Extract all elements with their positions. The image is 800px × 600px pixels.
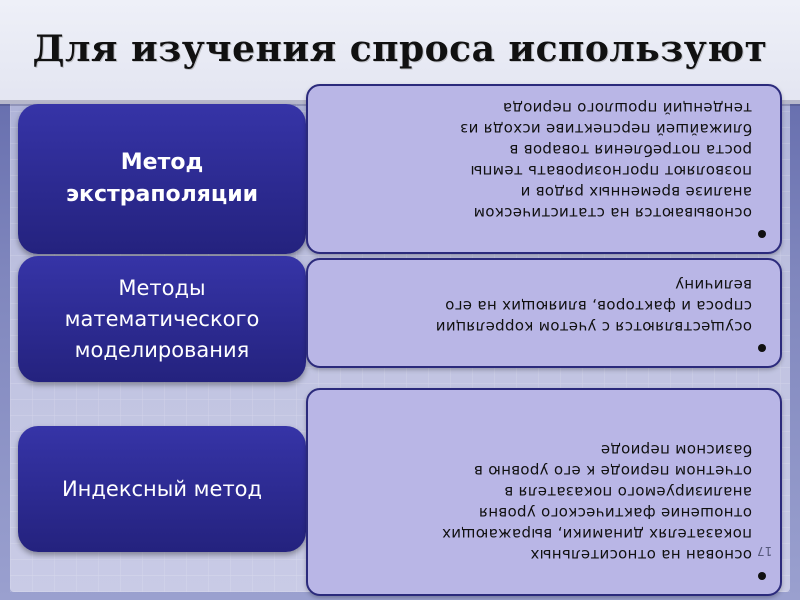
method-extrapolation-label: Метод экстраполяции — [65, 150, 259, 207]
description-text: осуществляются с учетом корреляции спроса и факторов, влияющих на его величину — [435, 276, 752, 336]
slide-title: Для изучения спроса используют — [32, 28, 768, 70]
description-text: основываются на статистическом анализе временных рядов и позволяют прогнозировать темпы роста потребления товаров в ближайшей перспективе исходя из тенденций прошлого периода — [460, 99, 752, 222]
method-modeling-description-box — [306, 258, 782, 368]
method-index-label: Индексный метод — [61, 476, 263, 501]
bullet-icon — [758, 230, 766, 238]
method-modeling-description — [330, 274, 766, 358]
slide-number: 17 — [757, 544, 773, 558]
method-index-box — [18, 426, 306, 552]
bullet-icon — [758, 572, 766, 580]
method-modeling-label: Методы математического моделирования — [64, 275, 260, 362]
method-extrapolation-description-box — [306, 84, 782, 254]
method-modeling-box — [18, 256, 306, 382]
method-extrapolation-description — [330, 97, 766, 244]
bullet-icon — [758, 344, 766, 352]
description-text: основан на относительных показателях динамики, выражающих отношение фактического уровня анализируемого показателя в отчетном периоде к его уровню в базисном периоде — [441, 441, 752, 564]
method-index-description — [330, 439, 766, 586]
method-extrapolation-box — [18, 104, 306, 254]
method-index-description-box — [306, 388, 782, 596]
